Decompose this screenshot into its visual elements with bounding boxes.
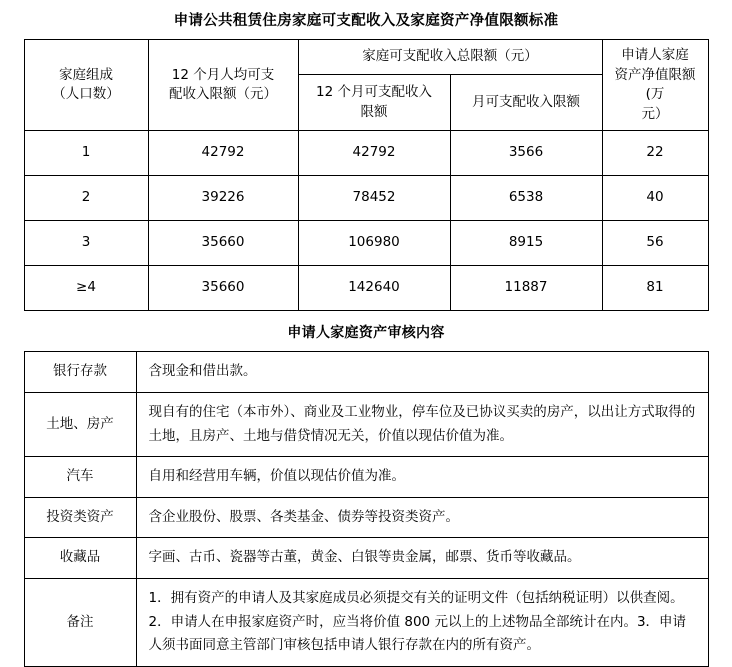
header-percapita-limit-line2: 配收入限额（元） [169,86,277,103]
cell-asset-description: 现自有的住宅（本市外）、商业及工业物业，停车位及已协议买卖的房产，以出让方式取得的土地，且房产、土地与借贷情况无关，价值以现估价值为准。 [136,392,708,456]
asset-review-table [24,351,709,667]
table-row [24,457,708,498]
cell-asset-description: 含现金和借出款。 [136,352,708,393]
table-row [24,131,708,176]
cell-net-assets: 81 [602,266,708,311]
cell-net-assets: 22 [602,131,708,176]
cell-family-size: 3 [24,221,148,266]
cell-total-12months: 106980 [298,221,450,266]
cell-asset-description: 自用和经营用车辆，价值以现估价值为准。 [136,457,708,498]
table-row [24,176,708,221]
header-total-income-group: 家庭可支配收入总限额（元） [298,40,602,75]
table2-title: 申请人家庭资产审核内容 [287,325,445,342]
cell-total-12months: 42792 [298,131,450,176]
table-row [24,352,708,393]
cell-total-monthly: 11887 [450,266,602,311]
cell-asset-category: 土地、房产 [24,392,136,456]
cell-family-size: ≥4 [24,266,148,311]
cell-total-monthly: 6538 [450,176,602,221]
table-row [24,579,708,667]
cell-family-size: 2 [24,176,148,221]
table-row [24,221,708,266]
table-row [24,392,708,456]
cell-asset-category: 备注 [24,579,136,667]
cell-asset-category: 投资类资产 [24,497,136,538]
table-row [24,538,708,579]
header-total-12months-line1: 12 个月可支配收入 [316,84,432,101]
cell-total-12months: 78452 [298,176,450,221]
header-percapita-limit [148,40,298,131]
header-net-assets-limit-line3: 元） [641,105,669,122]
cell-percapita: 35660 [148,266,298,311]
header-family-composition-line1: 家庭组成 [59,66,113,83]
table1-header-row-1 [24,40,708,75]
cell-total-monthly: 8915 [450,221,602,266]
cell-asset-category: 汽车 [24,457,136,498]
income-limit-table [24,39,709,311]
cell-percapita: 39226 [148,176,298,221]
cell-net-assets: 56 [602,221,708,266]
header-net-assets-limit [602,40,708,131]
header-total-12months-line2: 限额 [360,103,388,120]
cell-asset-description: 字画、古币、瓷器等古董，黄金、白银等贵金属，邮票、货币等收藏品。 [136,538,708,579]
header-percapita-limit-line1: 12 个月人均可支 [171,66,275,83]
header-family-composition [24,40,148,131]
cell-percapita: 42792 [148,131,298,176]
header-total-12months [298,75,450,131]
table-row [24,266,708,311]
header-family-composition-line2: （人口数） [52,86,120,103]
header-net-assets-limit-line1: 申请人家庭 [621,47,689,63]
cell-asset-description: 1．拥有资产的申请人及其家庭成员必须提交有关的证明文件（包括纳税证明）以供查阅。2．申请人在申报家庭资产时，应当将价值 800 元以上的上述物品全部统计在内。3．申请人须书面同意主管部门审核包括申请人银行存款在内的所有资产。 [136,579,708,667]
cell-asset-category: 收藏品 [24,538,136,579]
cell-family-size: 1 [24,131,148,176]
cell-percapita: 35660 [148,221,298,266]
header-total-monthly: 月可支配收入限额 [450,75,602,131]
cell-asset-category: 银行存款 [24,352,136,393]
cell-net-assets: 40 [602,176,708,221]
cell-total-12months: 142640 [298,266,450,311]
table1-title: 申请公共租赁住房家庭可支配收入及家庭资产净值限额标准 [173,13,559,29]
cell-total-monthly: 3566 [450,131,602,176]
header-net-assets-limit-line2: 资产净值限额(万 [614,66,696,103]
cell-asset-description: 含企业股份、股票、各类基金、债券等投资类资产。 [136,497,708,538]
table-row [24,497,708,538]
